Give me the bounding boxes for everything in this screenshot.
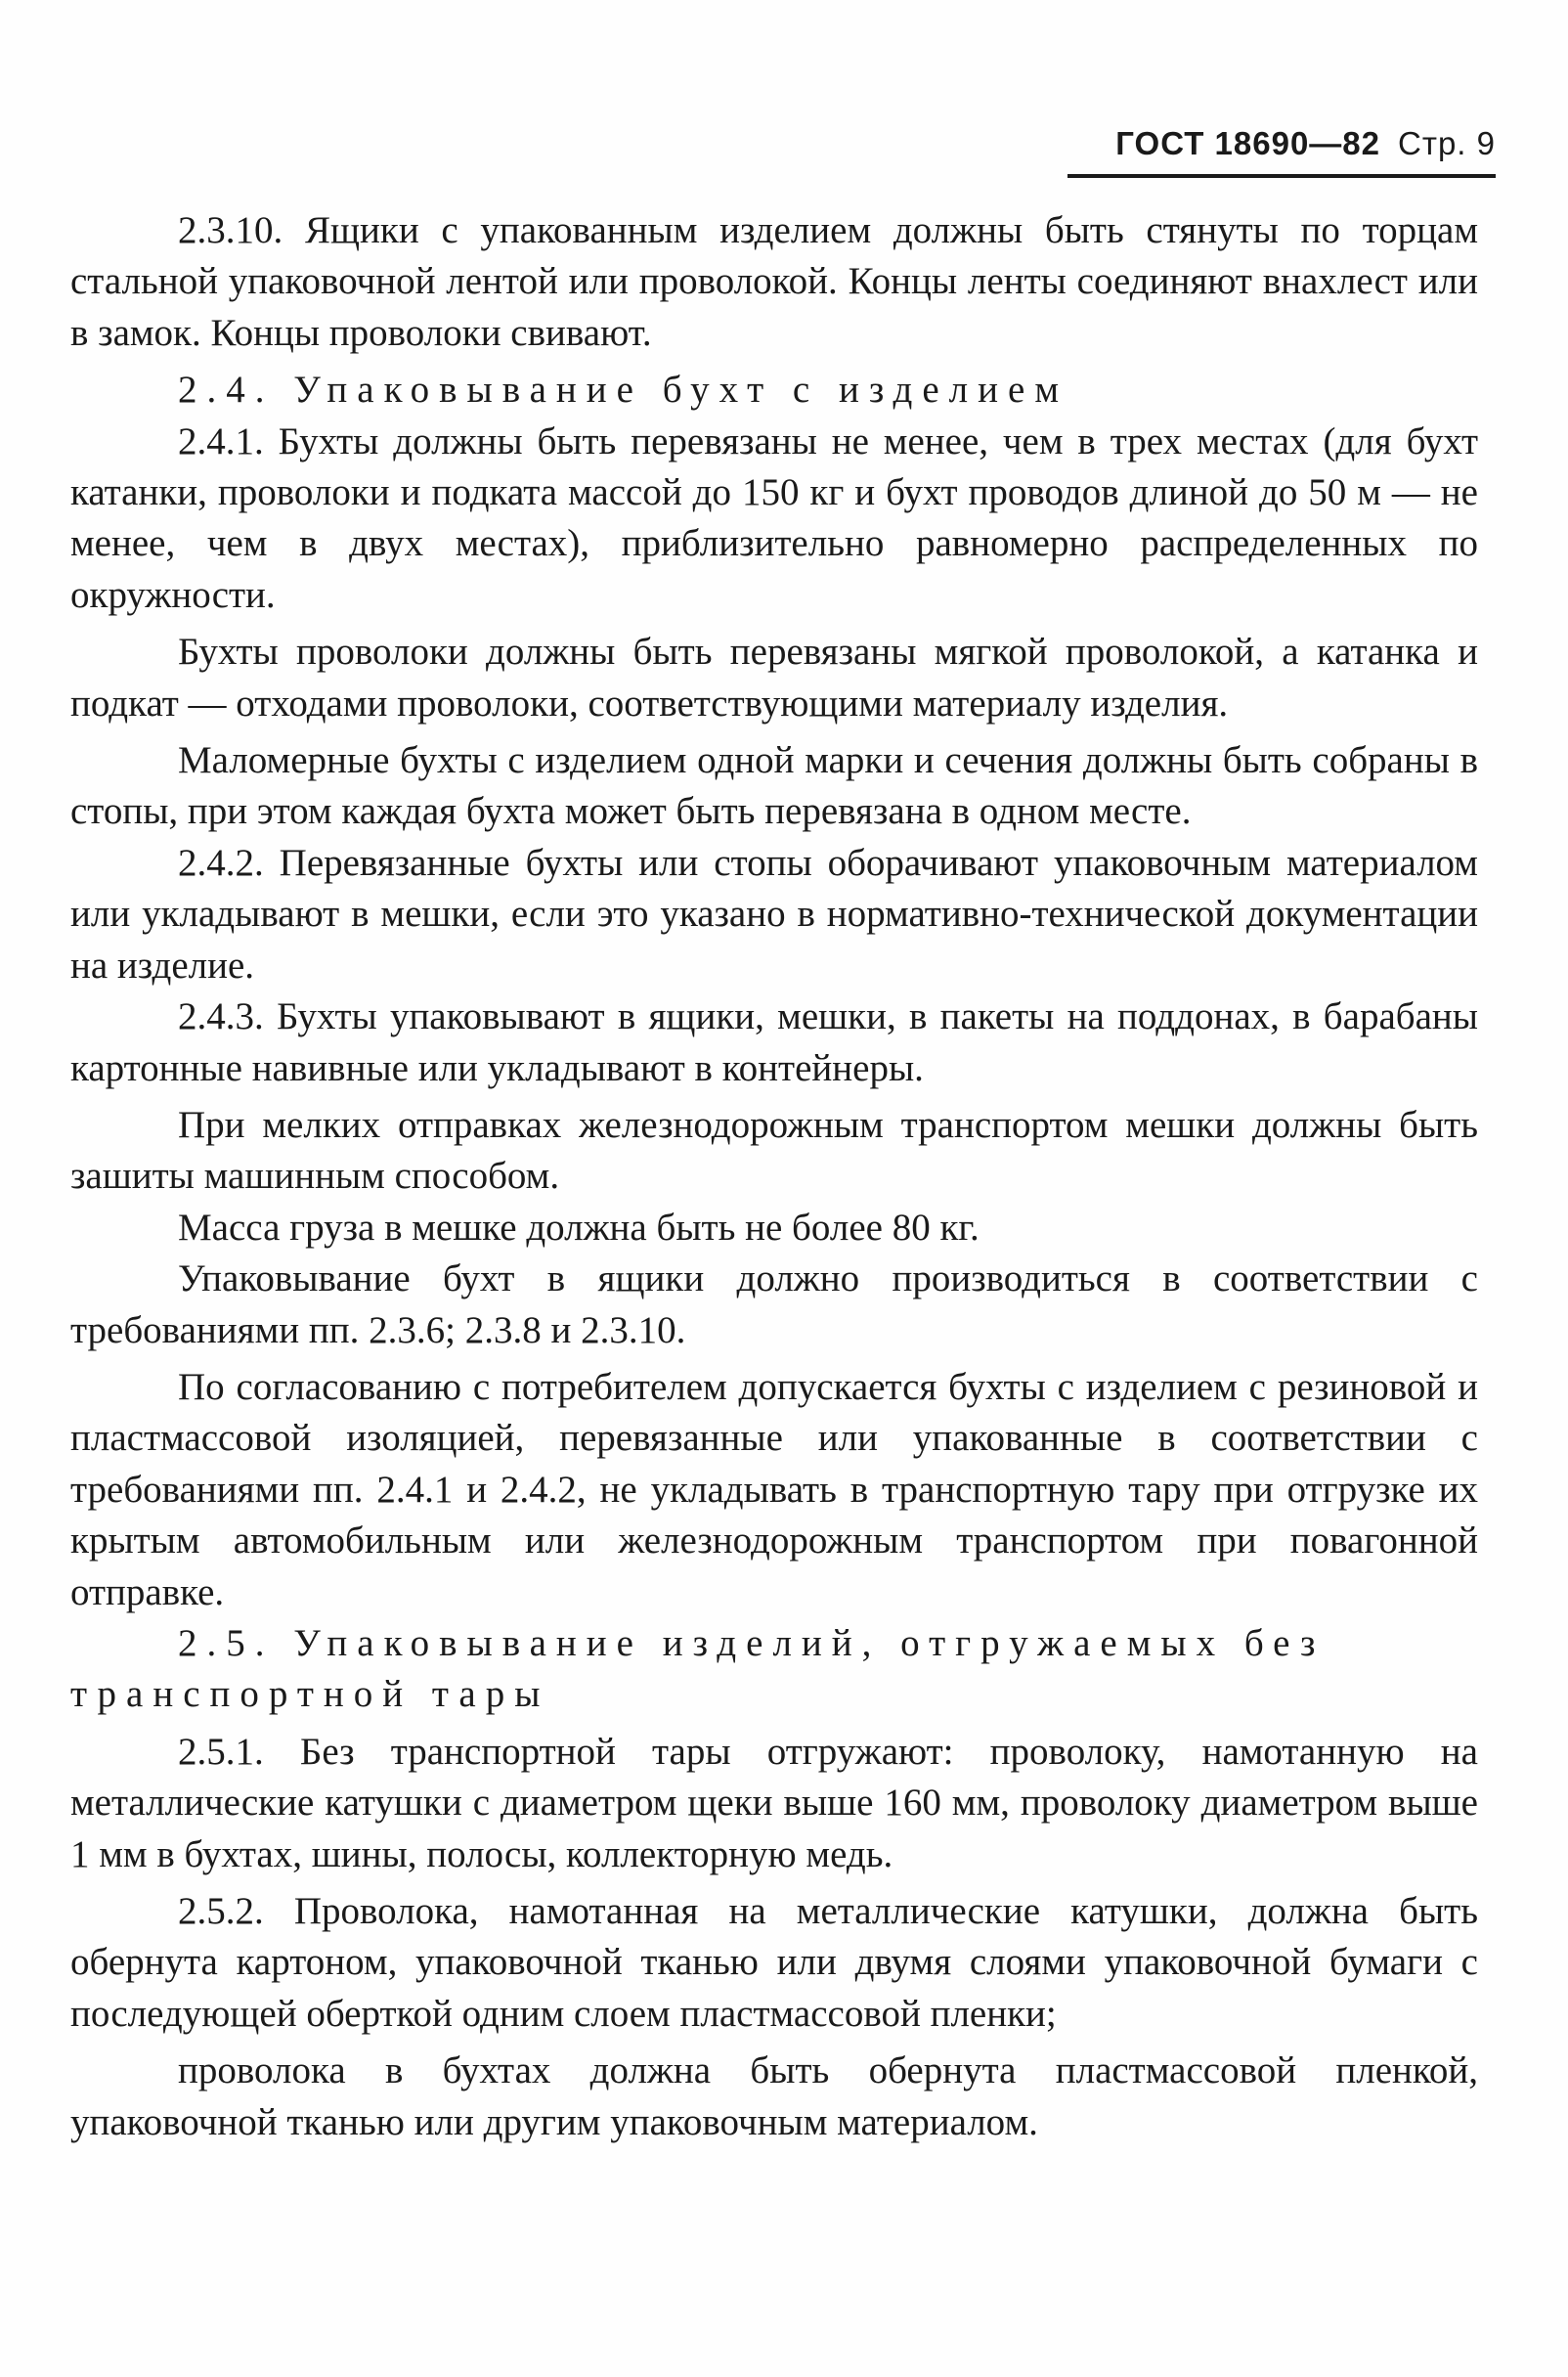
standard-number: ГОСТ 18690—82 (1115, 125, 1380, 161)
page-number: Стр. 9 (1398, 125, 1496, 161)
paragraph-rail-shipments: При мелких отправках железнодорожным транспортом мешки должны быть зашиты машинным способом. (70, 1103, 1478, 1198)
paragraph-wire-tying: Бухты проволоки должны быть перевязаны мягкой проволокой, а катанка и подкат — отходами проволоки, соответствующими материалу изделия. (70, 631, 1478, 725)
paragraph-sack-mass: Масса груза в мешке должна быть не более 80 кг. (178, 1206, 980, 1249)
paragraph-small-coils: Маломерные бухты с изделием одной марки и сечения должны быть собраны в стопы, при этом каждая бухта может быть перевязана в одном месте. (70, 739, 1478, 833)
paragraph-2-4-2: 2.4.2. Перевязанные бухты или стопы оборачивают упаковочным материалом или укладывают в мешки, если это указано в нормативно-технической документации на изделие. (70, 841, 1478, 987)
section-heading-2-4: 2.4. Упаковывание бухт с изделием (178, 369, 1069, 412)
paragraph-box-packing: Упаковывание бухт в ящики должно производиться в соответствии с требованиями пп. 2.3.6; 2.3.8 и 2.3.10. (70, 1257, 1478, 1351)
paragraph-2-5-2: 2.5.2. Проволока, намотанная на металлические катушки, должна быть обернута картоном, упаковочной тканью или двумя слоями упаковочной бумаги с последующей оберткой одним слоем пластмассовой пленки; (70, 1890, 1478, 2035)
paragraph-2-5-1: 2.5.1. Без транспортной тары отгружают: проволоку, намотанную на металлические катушки с диаметром щеки выше 160 мм, проволоку диаметром выше 1 мм в бухтах, шины, полосы, коллекторную медь. (70, 1730, 1478, 1875)
header-rule (1067, 174, 1496, 178)
paragraph-wire-in-coils: проволока в бухтах должна быть обернута пластмассовой пленкой, упаковочной тканью или другим упаковочным материалом. (70, 2049, 1478, 2143)
paragraph-2-4-3: 2.4.3. Бухты упаковывают в ящики, мешки, в пакеты на поддонах, в барабаны картонные навивные или укладывают в контейнеры. (70, 995, 1478, 1089)
body-text (70, 205, 1478, 2148)
paragraph-consumer-agreement: По согласованию с потребителем допускается бухты с изделием с резиновой и пластмассовой изоляцией, перевязанные или упакованные в соответствии с требованиями пп. 2.4.1 и 2.4.2, не укладывать в транспортную тару при отгрузке их крытым автомобильным или железнодорожным транспортом при повагонной отправке. (70, 1365, 1478, 1613)
paragraph-2-4-1: 2.4.1. Бухты должны быть перевязаны не менее, чем в трех местах (для бухт катанки, проволоки и подката массой до 150 кг и бухт проводов длиной до 50 м — не менее, чем в двух местах), приблизительно равномерно распределенных по окружности. (70, 419, 1478, 616)
section-heading-2-5: 2.5. Упаковывание изделий, отгружаемых без транспортной тары (70, 1621, 1326, 1716)
paragraph-2-3-10: 2.3.10. Ящики с упакованным изделием должны быть стянуты по торцам стальной упаковочной лентой или проволокой. Концы ленты соединяют внахлест или в замок. Концы проволоки свивают. (70, 209, 1478, 354)
page-header (1066, 125, 1496, 176)
